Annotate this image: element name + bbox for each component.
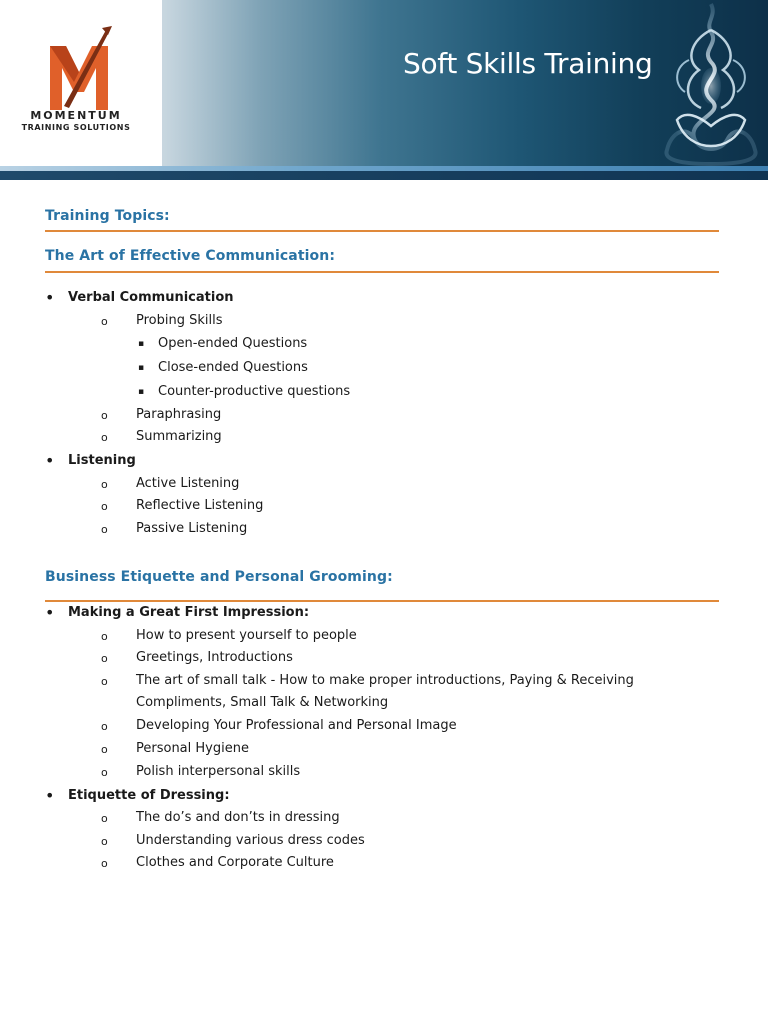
bullet-disc-icon: •	[45, 288, 55, 307]
bullet-circle-icon: o	[101, 812, 108, 825]
list-item: Developing Your Professional and Personal Image	[136, 718, 457, 733]
bullet-circle-icon: o	[101, 766, 108, 779]
heading-etiquette: Business Etiquette and Personal Grooming:	[45, 569, 393, 585]
heading-training-topics: Training Topics:	[45, 208, 170, 224]
divider	[45, 230, 719, 232]
bullet-circle-icon: o	[101, 652, 108, 665]
list-item: Clothes and Corporate Culture	[136, 855, 334, 870]
bullet-circle-icon: o	[101, 720, 108, 733]
bullet-disc-icon: •	[45, 451, 55, 470]
list-item: How to present yourself to people	[136, 628, 357, 643]
bullet-disc-icon: •	[45, 603, 55, 622]
bullet-circle-icon: o	[101, 478, 108, 491]
bullet-square-icon: ▪	[138, 363, 145, 373]
bullet-circle-icon: o	[101, 431, 108, 444]
bullet-disc-icon: •	[45, 786, 55, 805]
bullet-circle-icon: o	[101, 315, 108, 328]
bullet-square-icon: ▪	[138, 339, 145, 349]
document-title: Soft Skills Training	[403, 47, 653, 80]
heading-communication: The Art of Effective Communication:	[45, 248, 336, 264]
bullet-circle-icon: o	[101, 500, 108, 513]
list-item: Passive Listening	[136, 521, 248, 536]
logo-name: MOMENTUM	[30, 109, 122, 122]
list-item: Greetings, Introductions	[136, 650, 293, 665]
bullet-circle-icon: o	[101, 835, 108, 848]
bullet-circle-icon: o	[101, 743, 108, 756]
bullet-circle-icon: o	[101, 630, 108, 643]
list-item: Reflective Listening	[136, 498, 264, 513]
list-item: The do’s and don’ts in dressing	[136, 810, 340, 825]
list-item: Probing Skills	[136, 313, 223, 328]
logo-subtitle: TRAINING SOLUTIONS	[21, 123, 131, 132]
list-item: Summarizing	[136, 429, 222, 444]
list-item: Close-ended Questions	[158, 360, 308, 375]
list-item: Making a Great First Impression:	[68, 605, 310, 620]
list-item: Listening	[68, 453, 136, 468]
list-item: Active Listening	[136, 476, 240, 491]
divider	[45, 271, 719, 273]
bullet-circle-icon: o	[101, 523, 108, 536]
list-item: Paraphrasing	[136, 407, 222, 422]
divider	[45, 600, 719, 602]
list-item: Counter-productive questions	[158, 384, 351, 399]
bullet-circle-icon: o	[101, 857, 108, 870]
list-item: Verbal Communication	[68, 290, 234, 305]
list-item-continuation: Compliments, Small Talk & Networking	[136, 695, 389, 710]
list-item: Personal Hygiene	[136, 741, 249, 756]
bullet-square-icon: ▪	[138, 387, 145, 397]
list-item: Etiquette of Dressing:	[68, 788, 230, 803]
list-item: Open-ended Questions	[158, 336, 308, 351]
list-item: The art of small talk - How to make proper introductions, Paying & Receiving	[136, 673, 634, 688]
bullet-circle-icon: o	[101, 675, 108, 688]
list-item: Polish interpersonal skills	[136, 764, 301, 779]
bullet-circle-icon: o	[101, 409, 108, 422]
list-item: Understanding various dress codes	[136, 833, 365, 848]
